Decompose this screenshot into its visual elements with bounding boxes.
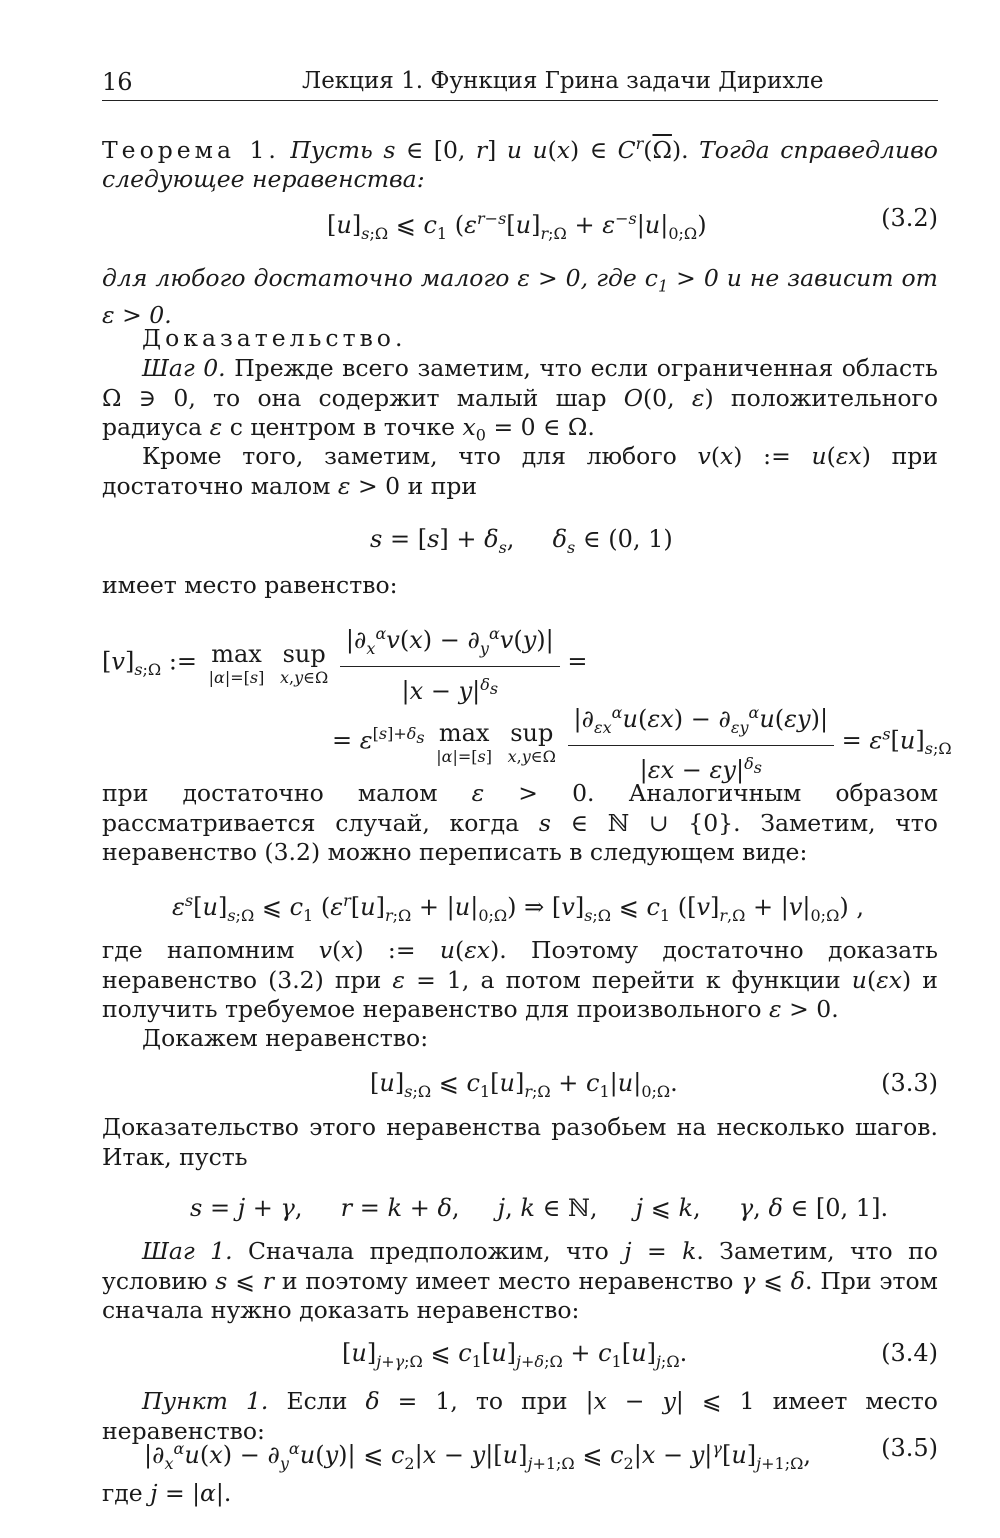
proof-label: Доказательство. <box>142 324 407 352</box>
page <box>102 60 952 1507</box>
equation-parameters: s = j + γ, r = k + δ, j, k ∈ ℕ, j ⩽ k, γ, δ ∈ [0, 1]. <box>190 1194 889 1222</box>
theorem-label: Теорема 1. <box>102 135 280 164</box>
equation-number-3-2: (3.2) <box>881 204 938 232</box>
last-line: где j = |α|. <box>102 1479 232 1507</box>
step-0-label: Шаг 0. <box>142 354 226 382</box>
item-1-label: Пункт 1. <box>142 1387 269 1415</box>
paragraph-7: Доказательство этого неравенства разобьем на несколько шагов. Итак, пусть <box>102 1113 938 1171</box>
equation-number-3-5: (3.5) <box>881 1434 938 1462</box>
equation-seminorm-scaling: = $\varepsilon^{[s]+\delta_s}$ max |α|=[s] sup x,y∈Ω $\frac{|\partial_{\varepsilon x}^\alpha u(\varepsilon x) - \partial_{\varepsilon y}^\alpha u(\varepsilon y)|}{|\varepsilon x - \varepsilon y|^{\delta_s}}$ = $\varepsilon^s[u]_{s;\Omega}$ <box>332 698 952 786</box>
paragraph-5: где напомним v(x) := u(εx). Поэтому достаточно доказать неравенство (3.2) при ε = 1, а потом перейти к функции u(εx) и получить требуемое неравенство для произвольного ε > 0. <box>102 936 938 1023</box>
equation-3-3: $[u]_{s;\Omega}$ ⩽ $c_1[u]_{r;\Omega} + c_1|u|_{0;\Omega}$. <box>370 1069 678 1101</box>
page-number: 16 <box>102 68 133 96</box>
paragraph-3: имеет место равенство: <box>102 571 398 599</box>
equation-seminorm-definition: $[v]_{s;\Omega}$ := max |α|=[s] sup x,y∈Ω $\frac{|\partial_x^\alpha v(x) - \partial_y^\alpha v(y)|}{|x - y|^{\delta_s}}$ = <box>102 619 587 707</box>
equation-rewritten: $\varepsilon^s[u]_{s;\Omega}$ ⩽ $c_1$ $(\varepsilon^r[u]_{r;\Omega} + |u|_{0;\Omega})$ ⇒ $[v]_{s;\Omega}$ ⩽ $c_1$ $([v]_{r,\Omega} + |v|_{0;\Omega})$ , <box>172 891 864 925</box>
paragraph-2: Кроме того, заметим, что для любого v(x) := u(εx) при достаточно малом ε > 0 и при <box>102 442 938 500</box>
equation-number-3-4: (3.4) <box>881 1339 938 1367</box>
page-header <box>102 60 938 101</box>
running-title: Лекция 1. Функция Грина задачи Дирихле <box>302 68 824 94</box>
theorem-condition: для любого достаточно малого ε > 0, где $c_1 > 0$ и не зависит от ε > 0. <box>102 264 938 330</box>
paragraph-6: Докажем неравенство: <box>142 1024 429 1052</box>
equation-3-4: $[u]_{j+\gamma;\Omega}$ ⩽ $c_1[u]_{j+\delta;\Omega} + c_1[u]_{j;\Omega}$. <box>342 1339 688 1371</box>
equation-3-2: $[u]_{s;\Omega}$ ⩽ $c_1$ $(\varepsilon^{r-s}[u]_{r;\Omega} + \varepsilon^{-s}|u|_{0;\Omega})$ <box>327 209 707 243</box>
equation-s-decomposition: $s = [s] + \delta_s$, $\delta_s$ ∈ (0, 1) <box>370 525 673 557</box>
item-1-paragraph: Пункт 1. Если δ = 1, то при |x − y| ⩽ 1 имеет место неравенство: <box>102 1387 938 1445</box>
equation-number-3-3: (3.3) <box>881 1069 938 1097</box>
equation-3-5: $|\partial_x^\alpha u(x) - \partial_y^\alpha u(y)|$ ⩽ $c_2|x - y|[u]_{j+1;\Omega}$ ⩽ $c_2|x - y|^\gamma[u]_{j+1;\Omega}$, <box>144 1439 812 1473</box>
theorem-statement: Теорема 1. Пусть s ∈ [0, r] и u(x) ∈ $C^r(\overline{\Omega})$. Тогда справедливо следующее неравенства: <box>102 134 938 194</box>
step-1-paragraph: Шаг 1. Сначала предположим, что j = k. Заметим, что по условию s ⩽ r и поэтому имеет место неравенство γ ⩽ δ. При этом сначала нужно доказать неравенство: <box>102 1237 938 1324</box>
step-0-paragraph: Шаг 0. Прежде всего заметим, что если ограниченная область Ω ∋ 0, то она содержит малый шар O(0, ε) положительного радиуса ε с центром в точке $x_0 = 0$ ∈ Ω. <box>102 354 938 445</box>
step-1-label: Шаг 1. <box>142 1237 233 1265</box>
paragraph-4: при достаточно малом ε > 0. Аналогичным образом рассматривается случай, когда s ∈ ℕ ∪ {0}. Заметим, что неравенство (3.2) можно переписать в следующем виде: <box>102 779 938 866</box>
